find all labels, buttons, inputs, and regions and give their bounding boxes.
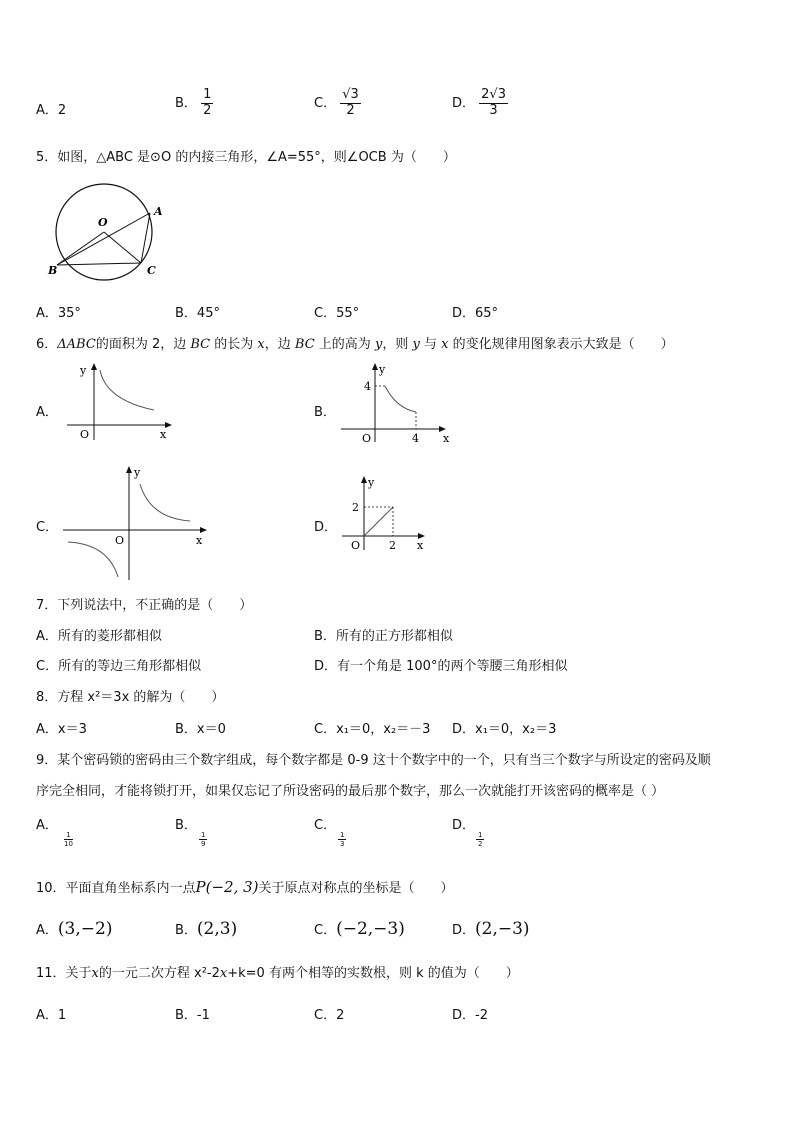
q6-text-1: 的面积为 2，边 [95,337,187,352]
q11-text-2: 的一元二次方程 x²-2 [98,966,220,981]
q4-option-d [452,88,508,119]
q4-option-c-fraction [340,88,361,119]
q5-option-a: A．35° [36,306,81,321]
q11-option-c: C．2 [314,1008,345,1023]
q4-option-b [175,88,213,119]
q4-option-d-fraction [479,88,508,119]
q8-option-a: A．x＝3 [36,722,87,737]
q9-option-c [314,814,346,848]
q6-a-origin: O [80,428,90,441]
q9-option-d-label: D． [452,818,476,833]
q6-b-x-label: x [443,432,450,445]
q7-option-b: B．所有的正方形都相似 [314,629,453,644]
q9-c-denominator: 3 [340,840,345,849]
q6-b-y-label: y [379,363,386,376]
q6-graph-a [62,362,177,444]
q10-option-a [36,919,112,939]
q6-b-origin: O [362,432,372,445]
q10-point: P(−2, 3) [195,878,259,896]
q6-c-x-arrow [200,527,207,533]
q4-option-a-label: A． [36,103,58,118]
q6-c-curve-right [140,484,190,521]
q6-x-2: x [441,337,449,352]
q6-text-2: 的长为 [214,337,254,352]
q6-b-y-arrow [372,363,378,370]
q6-b-x-tick: 4 [412,432,419,445]
q6-y-1: y [374,337,383,352]
q6-text-4: 上的高为 [318,337,371,352]
q10-option-d-label: D． [452,923,476,938]
q11-option-d: D．-2 [452,1008,488,1023]
q4-option-c-label: C． [314,95,337,111]
q9-option-d [452,814,484,848]
q5-radius-oc [104,232,141,263]
q6-x-1: x [257,337,265,352]
q11-text-1: 11．关于 [36,966,92,981]
q6-a-y-arrow [91,363,97,370]
q4-d-denominator: 3 [489,102,498,118]
q6-question [36,333,674,352]
q5-option-b: B．45° [175,306,220,321]
q5-label-o: O [98,216,108,229]
q6-d-x-tick: 2 [389,539,396,552]
q9-option-a-label: A． [36,818,58,833]
q6-text-7: 的变化规律用图象表示大致是（ ） [452,337,674,352]
q6-d-line [364,507,393,536]
q9-d-numerator: 1 [478,831,483,839]
q4-c-denominator: 2 [346,102,355,118]
q5-option-c: C．55° [314,306,360,321]
q4-b-numerator: 1 [203,87,212,102]
q6-a-y-label: y [80,364,87,377]
q6-c-x-label: x [196,534,203,547]
q9-option-a [36,814,75,848]
q9-a-denominator: 10 [64,840,73,849]
q4-b-denominator: 2 [203,102,212,118]
q6-triangle: ΔABC [57,337,96,352]
q6-option-b-label: B． [314,405,336,420]
q5-question: 5．如图，△ABC 是⊙O 的内接三角形，∠A=55°，则∠OCB 为（ ） [36,150,456,165]
q10-option-c-label: C． [314,923,337,938]
q10-text-2: 关于原点对称点的坐标是（ ） [258,881,454,896]
q6-d-y-arrow [361,476,367,483]
q10-option-a-value: (3,−2) [57,919,113,939]
q5-side-bc [57,263,141,265]
q11-text-3: +k=0 有两个相等的实数根，则 k 的值为（ ） [227,966,519,981]
q10-option-a-label: A． [36,923,58,938]
q11-x-2: x [219,966,228,981]
q9-option-a-fraction [62,831,75,848]
q6-text-3: ，边 [264,337,291,352]
q5-option-d: D．65° [452,306,499,321]
q4-option-b-fraction [201,88,213,119]
q6-option-a-label: A． [36,405,58,420]
q8-option-b: B．x＝0 [175,722,226,737]
q9-question-line-1: 9．某个密码锁的密码由三个数字组成，每个数字都是 0-9 这十个数字中的一个，只有当三个数字与所设定的密码及顺 [36,753,711,768]
q5-label-b: B [48,264,58,277]
q5-label-c: C [147,264,156,277]
q5-label-a: A [154,205,163,218]
q4-option-d-label: D． [452,95,476,111]
q6-b-curve [385,386,416,412]
q7-option-a: A．所有的菱形都相似 [36,629,162,644]
q9-option-b-fraction [199,831,207,848]
q6-d-x-label: x [417,539,424,552]
q9-option-b-label: B． [175,818,197,833]
q10-option-b-value: (2,3) [196,919,238,939]
q10-question [36,877,454,896]
q6-option-c-label: C． [36,520,59,535]
q4-c-numerator: √3 [342,87,359,102]
q9-option-c-fraction [338,831,346,848]
q8-question: 8．方程 x²＝3x 的解为（ ） [36,690,225,705]
q6-y-2: y [412,337,420,352]
q6-bc-2: BC [294,337,315,352]
q9-b-numerator: 1 [201,831,206,839]
q6-graph-c [60,464,210,580]
q6-d-y-label: y [368,476,375,489]
q9-question-line-2: 序完全相同，才能将锁打开，如果仅忘记了所设密码的最后那个数字，那么一次就能打开该密码的概率是（ ） [36,784,665,799]
q6-a-curve [100,370,154,410]
q9-option-d-fraction [476,831,484,848]
q11-option-b: B．-1 [175,1008,210,1023]
q6-text-6: 与 [423,337,437,352]
q6-number: 6． [36,337,58,352]
q6-graph-d [338,474,434,554]
q11-x-1: x [91,966,99,981]
q6-option-d-label: D． [314,520,338,535]
q11-option-a: A．1 [36,1008,67,1023]
q9-option-b [175,814,207,848]
q7-question: 7．下列说法中，不正确的是（ ） [36,598,253,613]
q10-text-1: 10．平面直角坐标系内一点 [36,881,196,896]
q7-option-d: D．有一个角是 100°的两个等腰三角形相似 [314,659,568,674]
q9-d-denominator: 2 [478,840,483,849]
q7-option-c: C．所有的等边三角形都相似 [36,659,202,674]
q10-option-d-value: (2,−3) [475,919,530,939]
q4-d-numerator: 2√3 [481,87,506,102]
q6-c-curve-left [68,542,118,577]
q10-option-b-label: B． [175,923,197,938]
q6-b-y-tick: 4 [364,380,371,393]
q5-circle-figure [40,182,180,282]
q10-option-c-value: (−2,−3) [336,919,405,939]
q6-d-origin: O [351,539,361,552]
q6-c-origin: O [115,534,125,547]
q5-radius-ob [57,232,104,265]
q6-a-x-label: x [160,428,167,441]
q9-option-c-label: C． [314,818,337,833]
q4-option-b-label: B． [175,95,197,111]
q4-option-a-value: 2 [57,103,67,118]
q6-text-5: ，则 [382,337,409,352]
q10-option-b [175,919,237,939]
q10-option-c [314,919,405,939]
q9-c-numerator: 1 [340,831,345,839]
q6-graph-b [338,362,458,446]
q9-a-numerator: 1 [66,831,71,839]
q8-option-d: D．x₁＝0，x₂＝3 [452,722,557,737]
q6-c-y-label: y [134,466,141,479]
q8-option-c: C．x₁＝0，x₂＝－3 [314,722,431,737]
q10-option-d [452,919,530,939]
q11-question [36,962,519,981]
q6-bc-1: BC [190,337,211,352]
q6-c-y-arrow [126,466,132,473]
q4-option-a [36,99,66,118]
q6-d-y-tick: 2 [352,501,359,514]
q9-b-denominator: 9 [201,840,206,849]
q4-option-c [314,88,361,119]
